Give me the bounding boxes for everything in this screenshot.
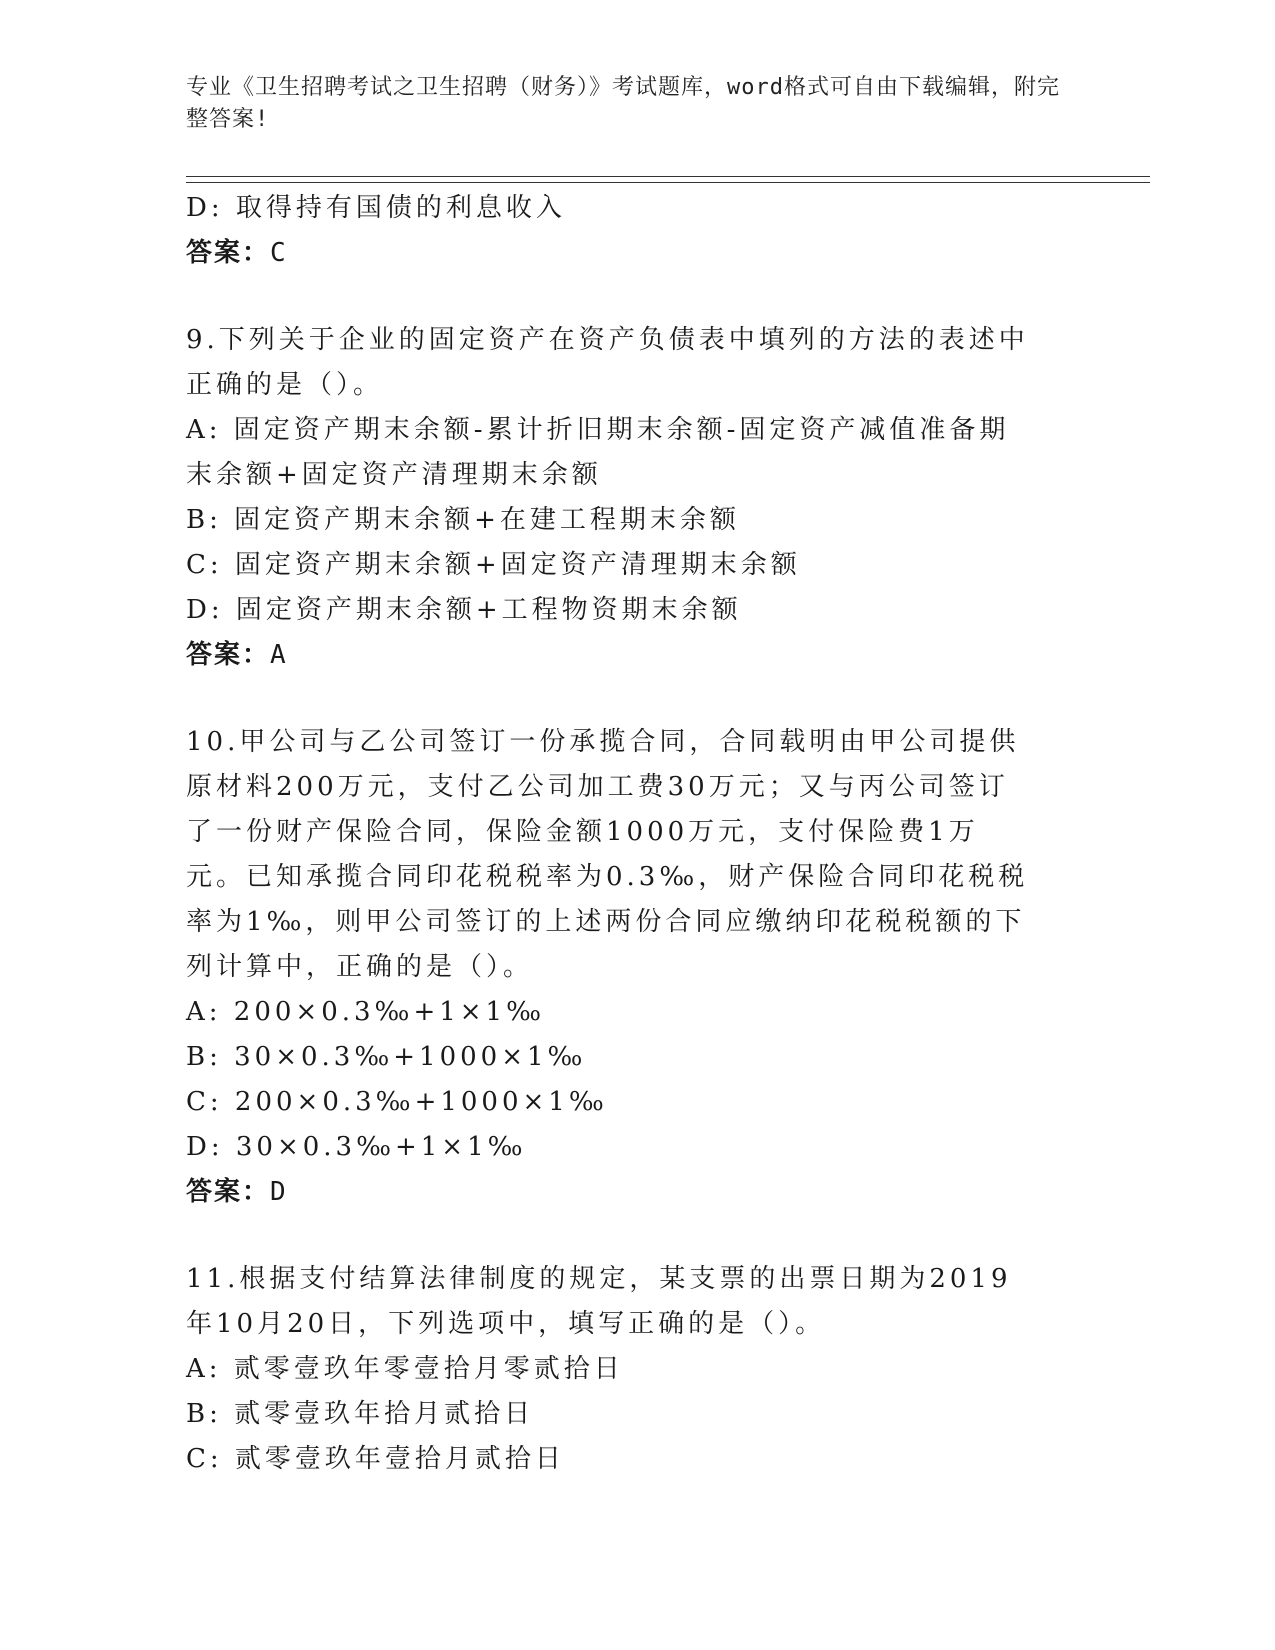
question-10-answer [186, 1170, 1066, 1215]
question-10-option-b: B: 30×0.3‰+1000×1‰ [186, 1042, 587, 1072]
question-9-option-d: D: 固定资产期末余额+工程物资期末余额 [186, 595, 742, 625]
question-11-option-a: A: 贰零壹玖年零壹拾月零贰拾日 [186, 1354, 624, 1384]
answer-value: D [270, 1177, 288, 1207]
question-11-option-c: C: 贰零壹玖年壹拾月贰拾日 [186, 1444, 565, 1474]
answer-value: C [270, 238, 288, 268]
answer-value: A [270, 640, 288, 670]
question-10-option-c: C: 200×0.3‰+1000×1‰ [186, 1087, 608, 1117]
question-9-option-b: B: 固定资产期末余额+在建工程期末余额 [186, 505, 740, 535]
question-9-text: 9.下列关于企业的固定资产在资产负债表中填列的方法的表述中正确的是（）。 [186, 325, 1029, 400]
question-9-option-c: C: 固定资产期末余额+固定资产清理期末余额 [186, 550, 801, 580]
question-10-option-d: D: 30×0.3‰+1×1‰ [186, 1132, 527, 1162]
answer-line [186, 231, 1066, 276]
question-9-option-a: A: 固定资产期末余额-累计折旧期末余额-固定资产减值准备期末余额+固定资产清理期末余额 [186, 415, 1010, 490]
question-10-text: 10.甲公司与乙公司签订一份承揽合同，合同载明由甲公司提供原材料200万元，支付乙公司加工费30万元；又与丙公司签订了一份财产保险合同，保险金额1000万元，支付保险费1万元。已知承揽合同印花税税率为0.3‰，财产保险合同印花税税率为1‰，则甲公司签订的上述两份合同应缴纳印花税税额的下列计算中，正确的是（）。 [186, 727, 1029, 982]
header-rule-top [186, 176, 1150, 177]
document-body [186, 186, 1066, 1482]
answer-label: 答案： [186, 238, 271, 268]
answer-label: 答案： [186, 1177, 271, 1207]
question-9-answer [186, 633, 1066, 678]
header-rule-bottom [186, 182, 1150, 183]
document-header: 专业《卫生招聘考试之卫生招聘（财务）》考试题库，word格式可自由下载编辑，附完整答案! [186, 75, 1060, 132]
question-10-option-a: A: 200×0.3‰+1×1‰ [186, 997, 545, 1027]
question-11-option-b: B: 贰零壹玖年拾月贰拾日 [186, 1399, 535, 1429]
question-11-text: 11.根据支付结算法律制度的规定，某支票的出票日期为2019年10月20日，下列选项中，填写正确的是（）。 [186, 1264, 1012, 1339]
option-d: D: 取得持有国债的利息收入 [186, 193, 566, 223]
answer-label: 答案： [186, 640, 271, 670]
